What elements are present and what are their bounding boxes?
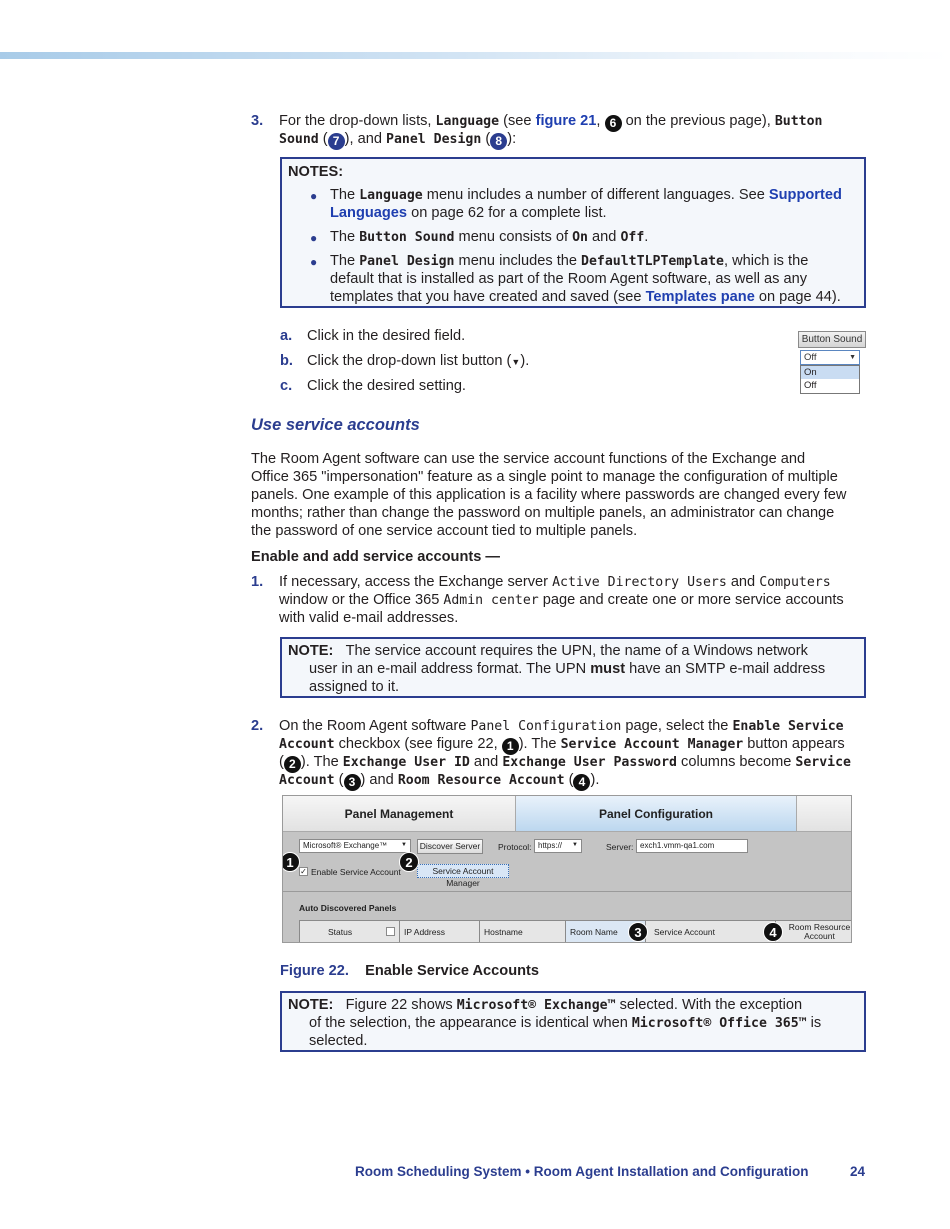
column-room-name[interactable]: Room Name (566, 921, 646, 943)
protocol-label: Protocol: (498, 842, 532, 852)
step-3-line-2: Sound ( 7 ), and Panel Design ( 8 ): (279, 131, 517, 148)
step-3-line-1: For the drop-down lists, Language (see figure 21, 6 on the previous page), Button (279, 113, 823, 130)
tab-panel-management[interactable]: Panel Management (283, 796, 516, 832)
figure-callout-2: 2 (399, 852, 419, 872)
note-line-1: NOTE: The service account requires the UPN, the name of a Windows network (288, 643, 808, 659)
tab-blank (796, 796, 852, 832)
callout-3: 3 (344, 774, 361, 791)
figure-21-link[interactable]: figure 21 (535, 113, 597, 129)
note-box (280, 991, 866, 1052)
note-line-2: of the selection, the appearance is identical when Microsoft® Office 365™ is (309, 1015, 822, 1031)
page-number: 24 (850, 1164, 866, 1179)
button-sound-options (800, 365, 860, 394)
step-number: 3. (251, 113, 264, 129)
button-sound-label: Button Sound (798, 331, 866, 348)
column-status[interactable]: Status (300, 921, 400, 943)
step-1-line-3: with valid e-mail addresses. (279, 610, 459, 626)
supported-languages-link-2[interactable]: Languages (330, 205, 408, 221)
step-2-line-4: Account ( 3 ) and Room Resource Account ( 4 ). (279, 772, 600, 789)
note-line-2: user in an e-mail address format. The UPN must have an SMTP e-mail address (309, 661, 826, 677)
notes-box (280, 157, 866, 308)
option-on[interactable]: On (801, 366, 859, 379)
section-para-line: Office 365 "impersonation" feature as a single point to manage the configuration of multiple (251, 469, 838, 485)
step-1-line-1: If necessary, access the Exchange server Active Directory Users and Computers (279, 574, 831, 590)
button-sound-select[interactable]: Off ▼ (800, 350, 860, 365)
figure-callout-3: 3 (628, 922, 648, 942)
auto-discovered-label: Auto Discovered Panels (299, 903, 397, 913)
section-para-line: months; rather than change the password on multiple panels, an administrator can change (251, 505, 835, 521)
note-bullet-3-line-3: templates that you have created and saved (see Templates pane on page 44). (330, 289, 841, 305)
substep-a-text: Click in the desired field. (307, 328, 466, 344)
substep-c-text: Click the desired setting. (307, 378, 466, 394)
substep-letter: b. (280, 353, 293, 369)
note-line-3: assigned to it. (309, 679, 400, 695)
figure-callout-1: 1 (282, 852, 300, 872)
chevron-down-icon: ▼ (401, 842, 407, 848)
server-type-select[interactable]: Microsoft® Exchange™ ▼ (299, 839, 411, 853)
step-number: 2. (251, 718, 264, 734)
option-off[interactable]: Off (804, 380, 817, 391)
bullet-icon: ● (310, 255, 318, 269)
figure-22-screenshot (282, 795, 852, 943)
discover-server-button[interactable]: Discover Server (417, 839, 483, 854)
section-para-line: The Room Agent software can use the service account functions of the Exchange and (251, 451, 806, 467)
step-2-line-3: ( 2 ). The Exchange User ID and Exchange User Password columns become Service (279, 754, 851, 771)
step-1-line-2: window or the Office 365 Admin center page and create one or more service accounts (279, 592, 844, 608)
column-hostname[interactable]: Hostname (480, 921, 566, 943)
enable-service-account-checkbox[interactable]: ✓ (300, 867, 307, 876)
tab-panel-configuration[interactable]: Panel Configuration (516, 796, 796, 832)
callout-4: 4 (573, 774, 590, 791)
bullet-icon: ● (310, 189, 318, 203)
figure-caption: Figure 22. Enable Service Accounts (280, 963, 539, 979)
callout-1: 1 (502, 738, 519, 755)
substep-b-text: Click the drop-down list button (▼). (307, 353, 530, 369)
note-bullet-3-line-2: default that is installed as part of the Room Agent software, as well as any (330, 271, 807, 287)
subheading: Enable and add service accounts — (251, 549, 500, 565)
section-para-line: panels. One example of this application is a facility where passwords are changed every few (251, 487, 847, 503)
callout-2: 2 (284, 756, 301, 773)
note-box (280, 637, 866, 698)
column-room-resource-account[interactable]: Room Resource Account (776, 921, 852, 943)
note-line-1: NOTE: Figure 22 shows Microsoft® Exchange™ selected. With the exception (288, 997, 803, 1013)
callout-8: 8 (490, 133, 507, 150)
column-service-account[interactable]: Service Account (646, 921, 776, 943)
figure-callout-4: 4 (763, 922, 783, 942)
note-bullet-2: The Button Sound menu consists of On and Off. (330, 229, 649, 245)
server-input[interactable]: exch1.vmm-qa1.com (636, 839, 748, 853)
column-ip-address[interactable]: IP Address (400, 921, 480, 943)
callout-7: 7 (328, 133, 345, 150)
substep-letter: c. (280, 378, 293, 394)
service-account-manager-button[interactable]: Service Account Manager (417, 864, 509, 878)
enable-service-account-label: Enable Service Account (311, 867, 401, 877)
footer-title: Room Scheduling System • Room Agent Installation and Configuration (355, 1164, 809, 1179)
substep-letter: a. (280, 328, 293, 344)
chevron-down-icon: ▼ (572, 842, 578, 848)
notes-heading: NOTES: (288, 164, 344, 180)
dropdown-arrow-icon: ▼ (511, 357, 521, 367)
chevron-down-icon: ▼ (849, 354, 856, 361)
select-all-checkbox[interactable] (386, 927, 395, 936)
header-gradient-bar (0, 52, 950, 59)
section-para-line: the password of one service account tied to multiple panels. (251, 523, 638, 539)
note-line-3: selected. (309, 1033, 368, 1049)
section-heading: Use service accounts (251, 416, 420, 434)
divider (283, 891, 852, 892)
templates-pane-link[interactable]: Templates pane (645, 289, 755, 305)
note-bullet-1-line-2: Languages on page 62 for a complete list. (330, 205, 607, 221)
step-number: 1. (251, 574, 264, 590)
step-2-line-1: On the Room Agent software Panel Configuration page, select the Enable Service (279, 718, 844, 734)
note-bullet-3: The Panel Design menu includes the DefaultTLPTemplate, which is the (330, 253, 809, 269)
protocol-select[interactable]: https:// ▼ (534, 839, 582, 853)
callout-6: 6 (605, 115, 622, 132)
step-2-line-2: Account checkbox (see figure 22, 1 ). The Service Account Manager button appears (279, 736, 845, 753)
note-bullet-1: The Language menu includes a number of different languages. See Supported (330, 187, 842, 203)
server-label: Server: (606, 842, 634, 852)
supported-languages-link[interactable]: Supported (768, 187, 842, 203)
bullet-icon: ● (310, 231, 318, 245)
